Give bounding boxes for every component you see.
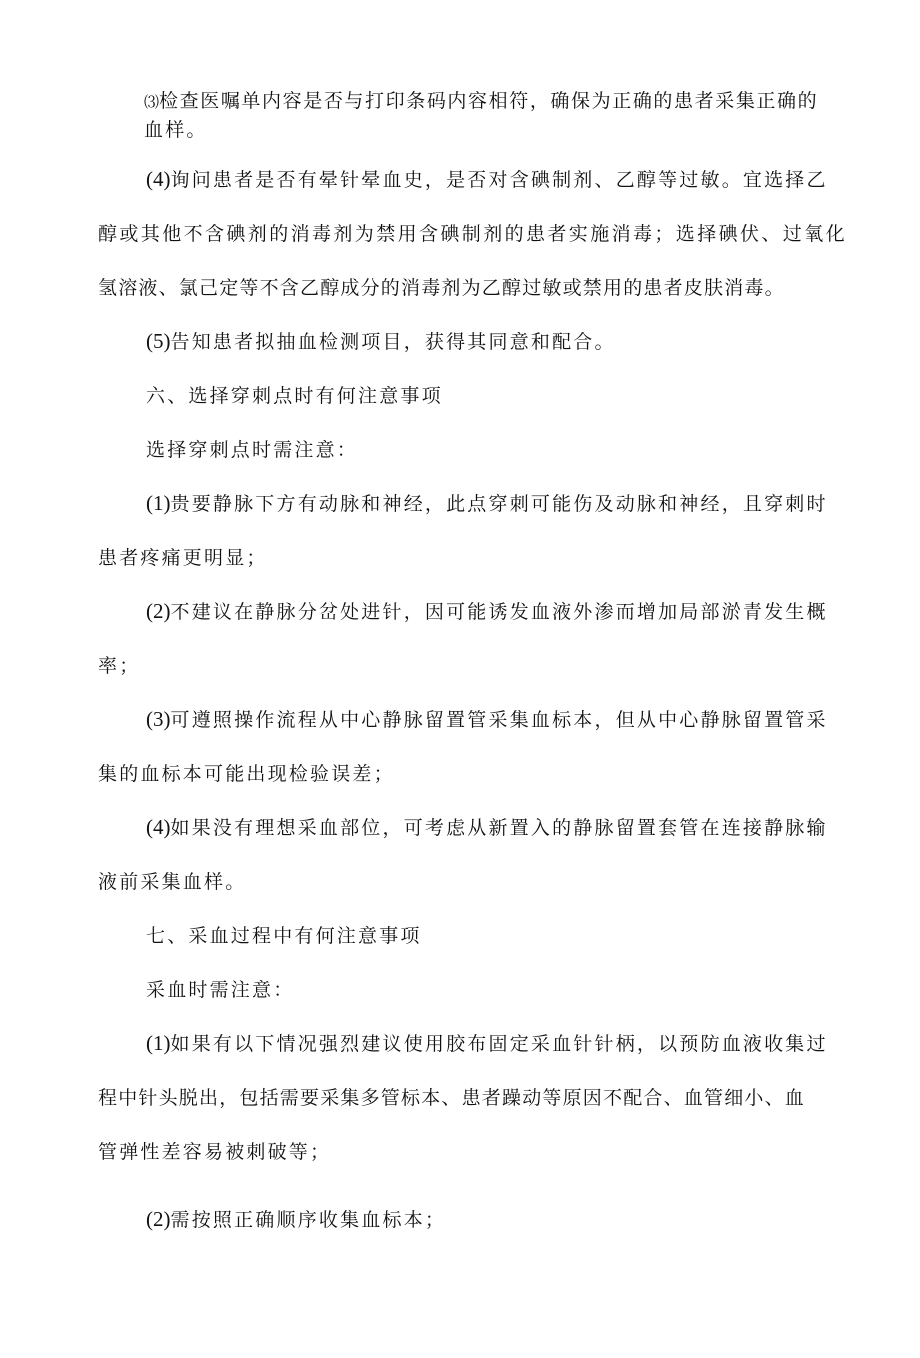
- paragraph-text: 不建议在静脉分岔处进针，因可能诱发血液外渗而增加局部淤青发生概: [170, 601, 828, 623]
- paragraph-text: 告知患者拟抽血检测项目，获得其同意和配合。: [170, 331, 616, 353]
- paragraph-text: 选择穿刺点时需注意：: [146, 439, 359, 461]
- paragraph-text: 采血时需注意：: [146, 979, 295, 1001]
- section-7-item-1-line-1: [146, 1029, 828, 1056]
- paragraph-3-line-1: [144, 86, 818, 113]
- item-number: (3): [146, 707, 171, 731]
- section-6-item-1-line-2: [98, 543, 268, 570]
- paragraph-text: 集的血标本可能出现检验误差；: [98, 763, 395, 785]
- heading-text: 七、采血过程中有何注意事项: [146, 925, 422, 947]
- section-7-intro: [146, 975, 294, 1002]
- paragraph-text: 如果有以下情况强烈建议使用胶布固定采血针针柄，以预防血液收集过: [170, 1033, 828, 1055]
- paragraph-text: 率；: [98, 655, 141, 677]
- section-7-item-2: [146, 1205, 446, 1232]
- paragraph-text: 管弹性差容易被刺破等；: [98, 1141, 332, 1163]
- paragraph-4-line-3: [98, 273, 785, 300]
- paragraph-text: 氢溶液、氯己定等不含乙醇成分的消毒剂为乙醇过敏或禁用的患者皮肤消毒。: [98, 277, 785, 299]
- item-number: ⑶: [144, 95, 160, 111]
- paragraph-5: [146, 327, 616, 354]
- paragraph-text: 如果没有理想采血部位，可考虑从新置入的静脉留置套管在连接静脉输: [170, 817, 828, 839]
- section-6-intro: [146, 435, 358, 462]
- section-6-item-3-line-2: [98, 759, 395, 786]
- paragraph-3-line-2: [144, 115, 208, 142]
- paragraph-text: 程中针头脱出，包括需要采集多管标本、患者躁动等原因不配合、血管细小、血: [98, 1087, 806, 1109]
- item-number: (1): [146, 1031, 171, 1055]
- section-heading-7: [146, 921, 422, 948]
- item-number: (4): [146, 815, 171, 839]
- paragraph-text: 醇或其他不含碘剂的消毒剂为禁用含碘制剂的患者实施消毒；选择碘伏、过氧化: [98, 223, 848, 245]
- item-number: (2): [146, 1207, 171, 1231]
- paragraph-text: 贵要静脉下方有动脉和神经，此点穿刺可能伤及动脉和神经，且穿刺时: [170, 493, 828, 515]
- section-6-item-4-line-2: [98, 867, 246, 894]
- item-number: (5): [146, 329, 171, 353]
- section-6-item-2-line-2: [98, 651, 140, 678]
- item-number: (2): [146, 599, 171, 623]
- item-number: (4): [146, 167, 171, 191]
- paragraph-4-line-1: [146, 165, 828, 192]
- paragraph-text: 患者疼痛更明显；: [98, 547, 268, 569]
- paragraph-text: 询问患者是否有晕针晕血史，是否对含碘制剂、乙醇等过敏。宜选择乙: [170, 169, 828, 191]
- section-6-item-4-line-1: [146, 813, 828, 840]
- section-6-item-2-line-1: [146, 597, 828, 624]
- section-7-item-1-line-2: [98, 1083, 805, 1110]
- section-7-item-1-line-3: [98, 1137, 331, 1164]
- paragraph-text: 检查医嘱单内容是否与打印条码内容相符，确保为正确的患者采集正确的: [159, 90, 819, 112]
- paragraph-text: 血样。: [144, 119, 208, 141]
- paragraph-4-line-2: [98, 219, 847, 246]
- section-heading-6: [146, 381, 443, 408]
- paragraph-text: 可遵照操作流程从中心静脉留置管采集血标本，但从中心静脉留置管采: [170, 709, 828, 731]
- paragraph-text: 液前采集血样。: [98, 871, 247, 893]
- item-number: (1): [146, 491, 171, 515]
- paragraph-text: 需按照正确顺序收集血标本；: [170, 1209, 447, 1231]
- section-6-item-1-line-1: [146, 489, 828, 516]
- heading-text: 六、选择穿刺点时有何注意事项: [146, 385, 443, 407]
- section-6-item-3-line-1: [146, 705, 828, 732]
